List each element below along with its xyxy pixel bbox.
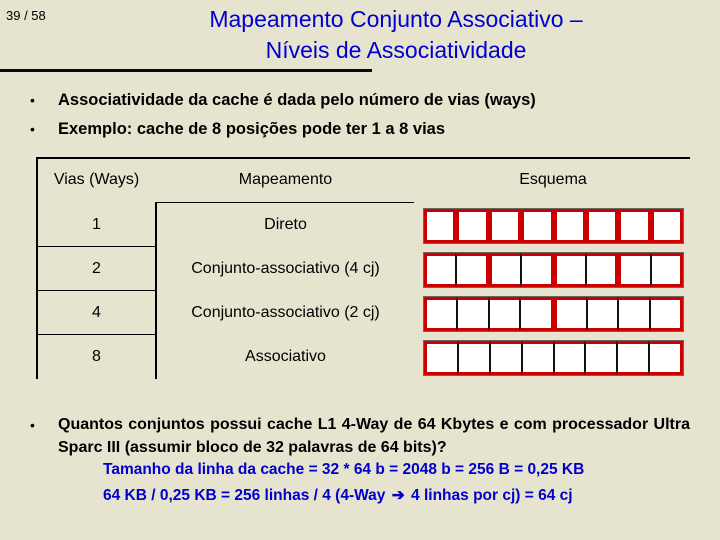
header-ways: Vias (Ways) [53,171,140,188]
cache-slot [553,341,585,375]
cache-slot [455,253,488,287]
table-top-border [36,157,690,159]
ways-cell: 8 [92,348,101,365]
cache-slot [424,209,456,243]
mapping-cell: Conjunto-associativo (2 cj) [191,304,380,321]
header-schema: Esquema [519,171,587,188]
title-underline [0,69,372,72]
cache-slot [616,341,648,375]
bullet-1-text: Associatividade da cache é dada pelo número de vias (ways) [58,91,536,109]
cache-slot [618,209,650,243]
page-number: 39 / 58 [6,8,46,23]
cache-slot [651,209,683,243]
cache-slot [424,341,457,375]
title-line-1: Mapeamento Conjunto Associativo – [209,6,583,32]
cache-slot [489,253,520,287]
cache-slot [488,297,519,331]
bullet-2-text: Exemplo: cache de 8 posições pode ter 1 a 8 vias [58,120,446,138]
cache-slot [520,253,553,287]
answer-line-2-start: 64 KB / 0,25 KB = 256 linhas / 4 (4-Way [103,487,386,504]
bullet-dot-icon: • [30,92,35,108]
answer-line-2 [103,486,573,505]
cache-slot [618,253,649,287]
cache-slot [617,297,648,331]
mapping-cell: Associativo [245,348,326,365]
answer-line-2-end: 4 linhas por cj) = 64 cj [411,487,573,504]
header-mapping: Mapeamento [238,171,333,188]
cache-slot [586,297,617,331]
cache-slot [489,341,521,375]
cache-slot [489,209,521,243]
cache-slot [585,253,618,287]
ways-cell: 1 [92,216,101,233]
mapping-cell: Conjunto-associativo (4 cj) [191,260,380,277]
mapping-cell: Direto [264,216,307,233]
arrow-right-icon: ➔ [391,487,405,504]
bullet-dot-icon: • [30,417,35,433]
answer-line-1: Tamanho da linha da cache = 32 * 64 b = 2048 b = 256 B = 0,25 KB [103,461,585,478]
cache-slot [584,341,616,375]
cache-schema [423,340,684,376]
cache-schema [423,296,684,332]
cache-slot [649,297,683,331]
cache-slot [521,341,553,375]
cache-schema [423,208,684,244]
cache-slot [648,341,683,375]
cache-slot [456,297,487,331]
cache-slot [586,209,618,243]
cache-schema [423,252,684,288]
title-line-2: Níveis de Associatividade [265,37,527,63]
cache-slot [424,297,456,331]
cache-slot [521,209,553,243]
cache-slot [457,341,489,375]
question-text: Quantos conjuntos possui cache L1 4-Way de 64 Kbytes e com processador Ultra Sparc III (assumir bloco de 32 palavras de 64 bits)? [58,416,690,456]
ways-cell: 2 [92,260,101,277]
cache-slot [519,297,553,331]
cache-slot [650,253,683,287]
cache-slot [554,253,585,287]
bullet-dot-icon: • [30,121,35,137]
ways-cell: 4 [92,304,101,321]
cache-slot [456,209,488,243]
cache-slot [554,209,586,243]
cache-slot [424,253,455,287]
slide-title [96,4,696,66]
cache-slot [554,297,586,331]
